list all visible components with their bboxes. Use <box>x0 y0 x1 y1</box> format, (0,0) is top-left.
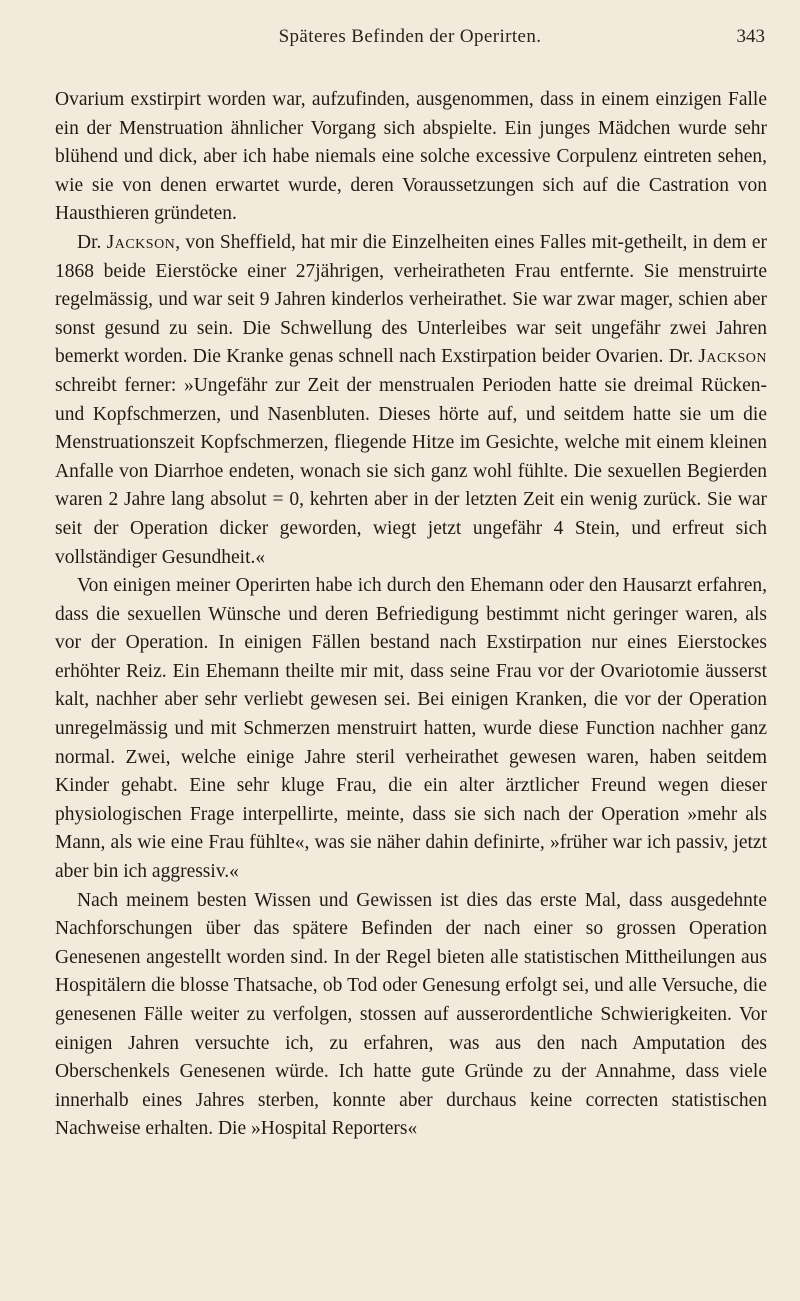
paragraph: Nach meinem besten Wissen und Gewissen ist dies das erste Mal, dass ausgedehnte Nachforschungen über das spätere Befinden der nach einer so grossen Operation Genesenen angestellt worden sind. In der Regel bieten alle statistischen Mittheilungen aus Hospitälern die blosse Thatsache, ob Tod oder Genesung erfolgt sei, und alle Versuche, die genesenen Fälle weiter zu verfolgen, stossen auf ausserordentliche Schwierigkeiten. Vor einigen Jahren versuchte ich, zu erfahren, was aus den nach Amputation des Oberschenkels Genesenen würde. Ich hatte gute Gründe zu der Annahme, dass viele innerhalb eines Jahres sterben, konnte aber durchaus keine correcten statistischen Nachweise erhalten. Die »Hospital Reporters« <box>55 889 767 1140</box>
paragraph: Ovarium exstirpirt worden war, aufzufinden, ausgenommen, dass in einem einzigen Falle ein der Menstruation ähnlicher Vorgang sich abspielte. Ein junges Mädchen wurde sehr blühend und dick, aber ich habe niemals eine solche excessive Corpulenz eintreten sehen, wie sie von denen erwartet wurde, deren Voraussetzungen sich auf die Castration von Hausthieren gründeten. <box>55 89 767 225</box>
paragraph: Von einigen meiner Operirten habe ich durch den Ehemann oder den Hausarzt erfahren, dass die sexuellen Wünsche und deren Befriedigung bestimmt nicht geringer waren, als vor der Operation. In einigen Fällen bestand nach Exstirpation nur eines Eierstockes erhöhter Reiz. Ein Ehemann theilte mir mit, dass seine Frau vor der Ovariotomie äusserst kalt, nachher aber sehr verliebt gewesen sei. Bei einigen Kranken, die vor der Operation unregelmässig und mit Schmerzen menstruirt hatten, wurde diese Function nachher ganz normal. Zwei, welche einige Jahre steril verheirathet gewesen waren, haben seitdem Kinder gehabt. Eine sehr kluge Frau, die ein alter ärztlicher Freund wegen dieser physiologischen Frage interpellirte, meinte, dass sie sich nach der Operation »mehr als Mann, als wie eine Frau fühlte«, was sie näher dahin definirte, »früher war ich passiv, jetzt aber bin ich aggressiv.« <box>55 575 767 883</box>
paragraph <box>55 229 767 572</box>
body-text <box>55 86 767 1144</box>
page-header <box>55 20 765 60</box>
paragraph-text: schreibt ferner: »Ungefähr zur Zeit der menstrualen Perioden hatte sie dreimal Rücken- und Kopfschmerzen, und Nasenbluten. Dieses hörte auf, und seitdem hatte sie um die Menstruationszeit Kopfschmerzen, fliegende Hitze im Gesichte, welche mit einem kleinen Anfalle von Diarrhoe endeten, wonach sie sich ganz wohl fühlte. Die sexuellen Begierden waren 2 Jahre lang absolut = 0, kehrten aber in der letzten Zeit ein wenig zurück. Sie war seit der Operation dicker geworden, wiegt jetzt ungefähr 4 Stein, und erfreut sich vollständiger Gesundheit.« <box>55 374 767 568</box>
paragraph-text: , von Sheffield, hat mir die Einzelheiten eines Falles mit-getheilt, in dem er 1868 beide Eierstöcke einer 27jährigen, verheiratheten Frau entfernte. Sie menstruirte regelmässig, und war seit 9 Jahren kinderlos verheirathet. Sie war zwar mager, schien aber sonst gesund zu sein. Die Schwellung des Unterleibes war seit ungefähr zwei Jahren bemerkt worden. Die Kranke genas schnell nach Exstirpation beider Ovarien. Dr. <box>55 231 768 368</box>
author-name: Jackson <box>698 346 767 368</box>
running-title: Späteres Befinden der Operirten. <box>278 26 542 47</box>
page-number: 343 <box>736 26 765 47</box>
author-name: Jackson <box>106 231 176 253</box>
paragraph-text: Dr. <box>77 231 107 253</box>
